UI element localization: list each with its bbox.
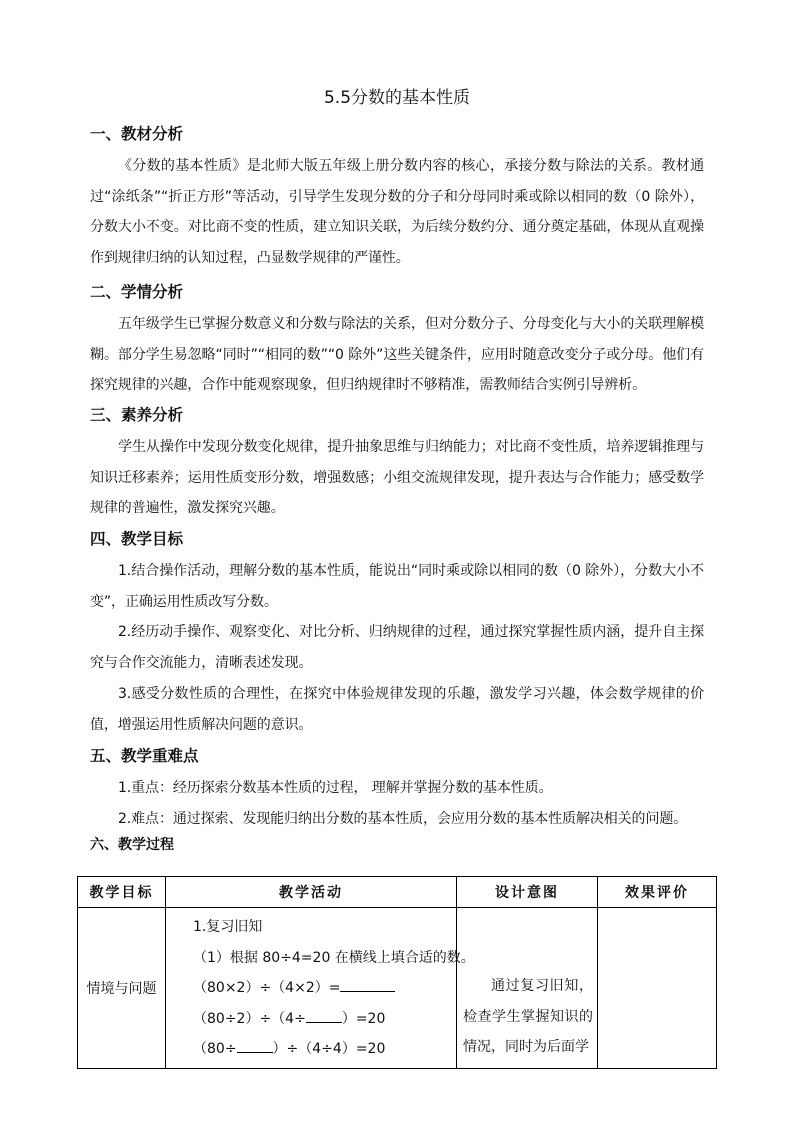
header-teaching-goal: 教学目标 xyxy=(78,877,166,908)
equation-1-text: （80×2）÷（4×2）= xyxy=(193,980,341,996)
goal-cell: 情境与问题 xyxy=(78,908,166,1069)
activity-line-instruction: （1）根据 80÷4=20 在横线上填合适的数。 xyxy=(193,949,475,966)
activity-line-equation-3 xyxy=(166,1034,456,1065)
activity-line-equation-2 xyxy=(166,1004,456,1035)
equation-2-text-a: （80÷2）÷（4÷ xyxy=(193,1010,306,1027)
heading-textbook-analysis: 一、教材分析 xyxy=(90,125,184,143)
header-effect-evaluation: 效果评价 xyxy=(598,877,717,908)
goal-item-2: 2.经历动手操作、观察变化、对比分析、归纳规律的过程，通过探究掌握性质内涵，提升自主探究与合作交流能力，清晰表述发现。 xyxy=(90,624,704,671)
intent-cell xyxy=(457,908,598,1069)
heading-teaching-goals: 四、教学目标 xyxy=(90,530,184,548)
heading-teaching-process: 六、教学过程 xyxy=(90,837,174,853)
teaching-process-table xyxy=(77,876,717,1069)
table-row xyxy=(78,908,717,1069)
heading-key-points: 五、教学重难点 xyxy=(90,747,199,765)
activity-line-equation-1 xyxy=(166,973,456,1004)
document-title: 5.5分数的基本性质 xyxy=(323,88,471,108)
goal-item-1: 1.结合操作活动，理解分数的基本性质，能说出“同时乘或除以相同的数（0 除外），分数大小不变”，正确运用性质改写分数。 xyxy=(90,563,704,610)
equation-3-text-a: （80÷ xyxy=(193,1041,237,1057)
heading-literacy-analysis: 三、素养分析 xyxy=(90,406,184,424)
activity-cell xyxy=(166,908,475,1069)
key-point-item: 1.重点：经历探索分数基本性质的过程， 理解并掌握分数的基本性质。 xyxy=(118,780,553,796)
answer-blank-1[interactable] xyxy=(340,976,395,992)
intent-text: 通过复习旧知，检查学生掌握知识的情况，同时为后面学 xyxy=(463,978,593,1055)
answer-blank-3[interactable] xyxy=(237,1037,273,1053)
answer-blank-2[interactable] xyxy=(306,1007,342,1023)
paragraph-literacy-analysis: 学生从操作中发现分数变化规律，提升抽象思维与归纳能力；对比商不变性质，培养逻辑推理与知识迁移素养；运用性质变形分数，增强数感；小组交流规律发现，提升表达与合作能力；感受数学规律的普遍性，激发探究兴趣。 xyxy=(90,439,704,516)
paragraph-student-analysis: 五年级学生已掌握分数意义和分数与除法的关系，但对分数分子、分母变化与大小的关联理解模糊。部分学生易忽略“同时”“相同的数”“0 除外”这些关键条件，应用时随意改变分子或分母。他们有探究规律的兴趣，合作中能观察现象，但归纳规律时不够精准，需教师结合实例引导辨析。 xyxy=(90,316,704,393)
paragraph-textbook-analysis: 《分数的基本性质》是北师大版五年级上册分数内容的核心，承接分数与除法的关系。教材通过“涂纸条”“折正方形”等活动，引导学生发现分数的分子和分母同时乘或除以相同的数（0 除外），分数大小不变。对比商不变的性质，建立知识关联，为后续分数约分、通分奠定基础，体现从直观操作到规律归纳的认知过程，凸显数学规律的严谨性。 xyxy=(90,158,704,266)
heading-student-analysis: 二、学情分析 xyxy=(90,283,184,301)
equation-3-text-b: ）÷（4÷4）=20 xyxy=(272,1041,386,1057)
activity-line-review: 1.复习旧知 xyxy=(193,919,263,935)
header-teaching-activity: 教学活动 xyxy=(166,877,457,908)
goal-item-3: 3.感受分数性质的合理性，在探究中体验规律发现的乐趣，激发学习兴趣，体会数学规律的价值，增强运用性质解决问题的意识。 xyxy=(90,686,704,733)
equation-2-text-b: ）=20 xyxy=(341,1010,386,1027)
evaluation-cell xyxy=(598,908,717,1069)
table-header-row xyxy=(78,877,717,908)
header-design-intent: 设计意图 xyxy=(457,877,598,908)
difficulty-item: 2.难点：通过探索、发现能归纳出分数的基本性质，会应用分数的基本性质解决相关的问题。 xyxy=(118,811,688,827)
